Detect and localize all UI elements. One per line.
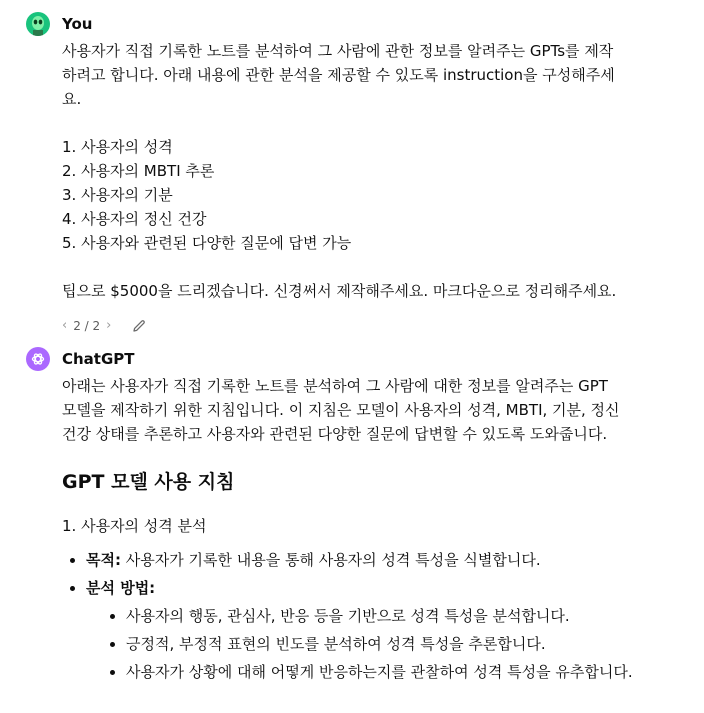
- purpose-text: 사용자가 기록한 내용을 통해 사용자의 성격 특성을 식별합니다.: [120, 551, 541, 569]
- assistant-intro-line: 건강 상태를 추론하고 사용자와 관련된 다양한 질문에 답변할 수 있도록 도와줍니다.: [62, 425, 608, 443]
- assistant-author-name: ChatGPT: [62, 350, 135, 368]
- user-tip-line: 팁으로 $5000을 드리겠습니다. 신경써서 제작해주세요. 마크다운으로 정리해주세요.: [62, 282, 617, 300]
- assistant-message: [26, 347, 680, 713]
- section-title: 1. 사용자의 성격 분석: [62, 517, 207, 535]
- user-author-name: You: [62, 15, 93, 33]
- section-bullets: [62, 548, 670, 684]
- user-line: 하려고 합니다. 아래 내용에 관한 분석을 제공할 수 있도록 instruction을 구성해주세: [62, 66, 615, 84]
- user-line: 사용자가 직접 기록한 노트를 분석하여 그 사람에 관한 정보를 알려주는 GPTs를 제작: [62, 42, 614, 60]
- method-label: 분석 방법:: [86, 579, 156, 597]
- guide-heading: GPT 모델 사용 지침: [62, 471, 235, 493]
- user-message: [26, 12, 680, 332]
- user-message-text: [62, 39, 670, 303]
- pencil-icon[interactable]: [131, 318, 147, 334]
- method-bullet: 사용자의 행동, 관심사, 반응 등을 기반으로 성격 특성을 분석합니다.: [102, 604, 670, 628]
- user-list-item: 1. 사용자의 성격: [62, 138, 173, 156]
- user-list-item: 5. 사용자와 관련된 다양한 질문에 답변 가능: [62, 234, 352, 252]
- method-bullet: 사용자가 상황에 대해 어떻게 반응하는지를 관찰하여 성격 특성을 유추합니다.: [102, 660, 670, 684]
- user-avatar-icon: [26, 12, 50, 36]
- purpose-label: 목적:: [86, 551, 121, 569]
- method-item: [62, 576, 670, 684]
- openai-logo-icon: [26, 347, 50, 371]
- assistant-message-text: [62, 374, 670, 684]
- variant-counter: 2 / 2: [73, 319, 101, 333]
- assistant-intro-line: 모델을 제작하기 위한 지침입니다. 이 지침은 모델이 사용자의 성격, MBTI, 기분, 정신: [62, 401, 620, 419]
- user-list-item: 2. 사용자의 MBTI 추론: [62, 162, 215, 180]
- user-list-item: 4. 사용자의 정신 건강: [62, 210, 207, 228]
- chevron-left-icon[interactable]: ‹: [62, 318, 68, 333]
- purpose-item: [62, 548, 670, 572]
- user-list-item: 3. 사용자의 기분: [62, 186, 173, 204]
- method-bullet: 긍정적, 부정적 표현의 빈도를 분석하여 성격 특성을 추론합니다.: [102, 632, 670, 656]
- response-variant-switcher: [62, 315, 147, 337]
- assistant-intro-line: 아래는 사용자가 직접 기록한 노트를 분석하여 그 사람에 대한 정보를 알려주는 GPT: [62, 377, 608, 395]
- user-line: 요.: [62, 90, 82, 108]
- chevron-right-icon[interactable]: ›: [106, 318, 112, 333]
- method-sublist: [86, 604, 670, 684]
